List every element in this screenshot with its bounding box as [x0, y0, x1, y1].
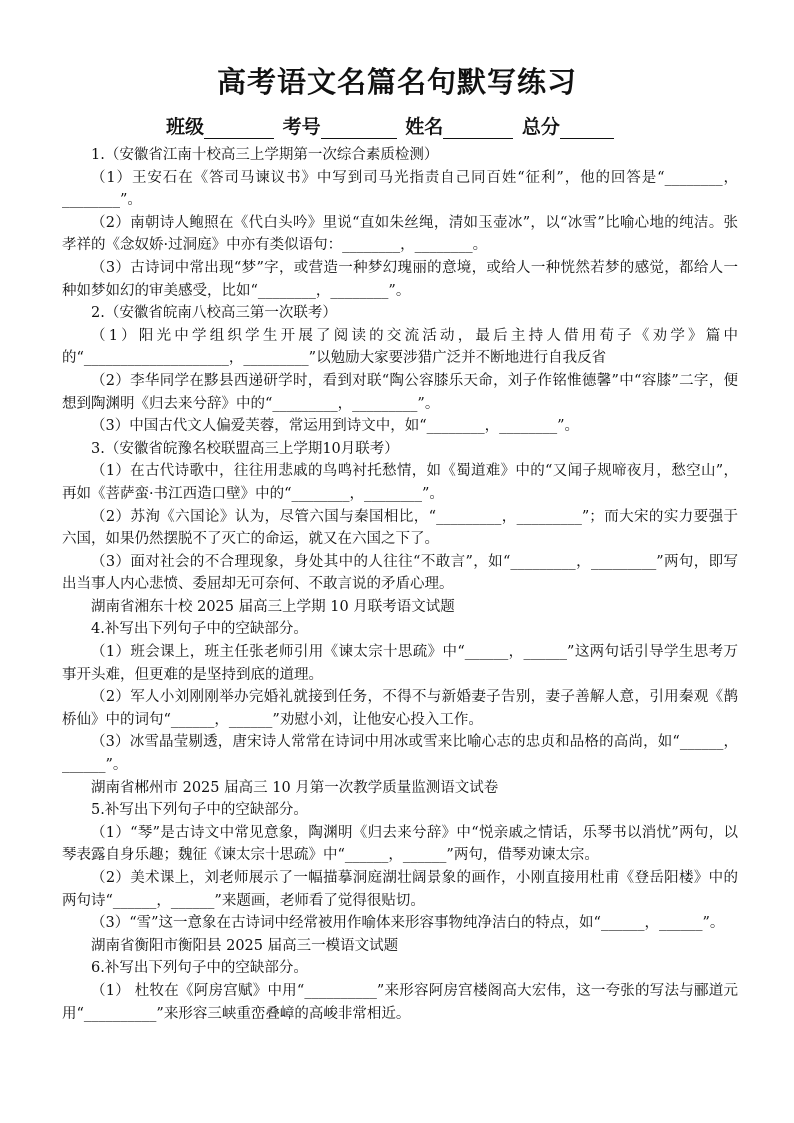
name-blank: [443, 118, 513, 139]
exam-no-label: 考号: [282, 116, 321, 138]
question-2-1: （1）阳光中学组织学生开展了阅读的交流活动，最后主持人借用荀子《劝学》篇中的“____________________，_________”以勉励大家要涉猎广泛并不断地进行自我反省: [62, 327, 738, 367]
section-4-header: 4.补写出下列句子中的空缺部分。: [91, 621, 308, 638]
exercise-content: [62, 144, 738, 1025]
question-3-2: （2）苏洵《六国论》认为，尽管六国与秦国相比，“_________，_________”；而大宋的实力要强于六国，如果仍然摆脱不了灭亡的命运，就又在六国之下了。: [62, 508, 738, 548]
section-2-header: 2.（安徽省皖南八校高三第一次联考）: [91, 305, 337, 322]
class-blank: [204, 118, 274, 139]
question-1-2: （2）南朝诗人鲍照在《代白头吟》里说“直如朱丝绳，清如玉壶冰”，以“冰雪”比喻心地的纯洁。张孝祥的《念奴娇·过洞庭》中亦有类似语句：________，________。: [62, 214, 738, 254]
name-label: 姓名: [405, 116, 444, 138]
question-2-2: （2）李华同学在黟县西递研学时，看到对联“陶公容膝乐天命，刘子作铭惟德馨”中“容膝”二字，便想到陶渊明《归去来兮辞》中的“_________，_________”。: [62, 372, 738, 412]
question-5-1: （1）“琴”是古诗文中常见意象，陶渊明《归去来兮辞》中“悦亲戚之情话，乐琴书以消忧”两句，以琴表露自身乐趣；魏征《谏太宗十思疏》中“______，______”两句，借琴劝谏太宗。: [62, 824, 738, 864]
question-4-3: （3）冰雪晶莹剔透，唐宋诗人常常在诗词中用冰或雪来比喻心志的忠贞和品格的高尚，如“______，______”。: [62, 734, 738, 774]
exam-no-blank: [321, 118, 397, 139]
question-2-3: （3）中国古代文人偏爱芙蓉，常运用到诗文中，如“________，________”。: [91, 418, 580, 435]
class-label: 班级: [166, 116, 205, 138]
question-3-3: （3）面对社会的不合理现象，身处其中的人往往“不敢言”，如“_________，_________”两句，即写出当事人内心悲愤、委屈却无可奈何、不敢言说的矛盾心理。: [62, 553, 738, 593]
section-5-header: 5.补写出下列句子中的空缺部分。: [91, 802, 308, 819]
page-title: 高考语文名篇名句默写练习: [216, 65, 577, 99]
question-5-2: （2）美术课上，刘老师展示了一幅描摹洞庭湖壮阔景象的画作，小刚直接用杜甫《登岳阳楼》中的两句诗“______，______”来题画，老师看了觉得很贴切。: [62, 870, 738, 909]
section-1-header: 1.（安徽省江南十校高三上学期第一次综合素质检测）: [91, 147, 439, 163]
section-6-header: 6.补写出下列句子中的空缺部分。: [91, 960, 308, 977]
section-4-source: 湖南省湘东十校 2025 届高三上学期 10 月联考语文试题: [91, 598, 455, 615]
score-label: 总分: [521, 116, 560, 138]
question-1-3: （3）古诗词中常出现“梦”字，或营造一种梦幻瑰丽的意境，或给人一种恍然若梦的感觉，都给人一种如梦如幻的审美感受，比如“________，________”。: [62, 259, 738, 299]
section-6-source: 湖南省衡阳市衡阳县 2025 届高三一模语文试题: [91, 937, 399, 954]
student-info-line: [166, 112, 686, 139]
question-6-1: （1） 杜牧在《阿房宫赋》中用“__________”来形容阿房宫楼阁高大宏伟，这一夸张的写法与郦道元用“__________”来形容三峡重峦叠嶂的高峻非常相近。: [62, 982, 738, 1022]
score-blank: [560, 118, 614, 139]
question-5-3: （3）“雪”这一意象在古诗词中经常被用作喻体来形容事物纯净洁白的特点，如“______，______”。: [91, 915, 725, 932]
question-4-1: （1）班会课上，班主任张老师引用《谏太宗十思疏》中“______，______”这两句话引导学生思考万事开头难，但更难的是坚持到底的道理。: [62, 644, 738, 683]
question-3-1: （1）在古代诗歌中，往往用悲戚的鸟鸣衬托愁情，如《蜀道难》中的“又闻子规啼夜月，愁空山”，再如《菩萨蛮·书江西造口壁》中的“________，________”。: [62, 463, 738, 502]
section-3-header: 3.（安徽省皖豫名校联盟高三上学期10月联考）: [91, 440, 399, 457]
question-4-2: （2）军人小刘刚刚举办完婚礼就接到任务，不得不与新婚妻子告别，妻子善解人意，引用秦观《鹊桥仙》中的词句“______，______”劝慰小刘，让他安心投入工作。: [62, 689, 738, 728]
section-5-source: 湖南省郴州市 2025 届高三 10 月第一次教学质量监测语文试卷: [91, 779, 499, 796]
question-1-1: （1）王安石在《答司马谏议书》中写到司马光指责自己同百姓“征利”，他的回答是“________，________”。: [62, 169, 738, 209]
